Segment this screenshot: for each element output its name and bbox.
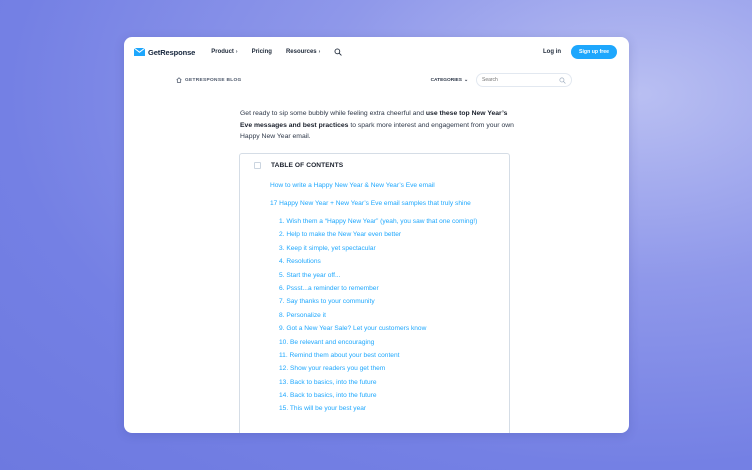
toc-sub-link[interactable]: 1. Wish them a “Happy New Year” (yeah, you saw that one coming!) (279, 218, 478, 225)
blog-search-box (476, 73, 572, 87)
intro-text: Get ready to sip some bubbly while feeling extra cheerful and (240, 110, 426, 117)
main-menu (211, 48, 342, 56)
toc-sub-link[interactable]: 10. Be relevant and encouraging (279, 338, 375, 346)
categories-label: CATEGORIES (430, 77, 462, 83)
toc-sub-link[interactable]: 14. Back to basics, into the future (279, 392, 377, 400)
intro-bold-text: use these top New Year’s Eve messages and best practices (240, 110, 508, 129)
nav-item-label: Resources (285, 49, 317, 55)
nav-item-pricing[interactable] (252, 49, 272, 55)
getresponse-logo[interactable] (134, 48, 195, 57)
toc-sub-link[interactable]: 7. Say thanks to your community (279, 298, 375, 306)
toc-sublist-container (270, 216, 505, 414)
nav-actions (543, 45, 617, 59)
nav-item-product[interactable] (211, 49, 237, 55)
toc-sub-link[interactable]: 2. Help to make the New Year even better (279, 231, 402, 239)
toc-link[interactable]: How to write a Happy New Year & New Year’s Eve email (270, 182, 435, 189)
blog-search-input[interactable] (482, 77, 559, 83)
search-icon[interactable] (334, 48, 342, 56)
logo-text: GetResponse (148, 47, 196, 57)
toc-sublist (270, 216, 505, 414)
chevron-right-icon: › (318, 49, 321, 55)
toc-sub-link[interactable]: 9. Got a New Year Sale? Let your customers know (279, 325, 427, 333)
signup-button[interactable]: Sign up free (571, 45, 617, 59)
article-intro (240, 108, 515, 143)
toc-header (254, 162, 343, 169)
home-icon[interactable] (176, 77, 182, 83)
toc-title: TABLE OF CONTENTS (271, 162, 344, 169)
toc-sub-link[interactable]: 13. Back to basics, into the future (279, 378, 377, 386)
categories-dropdown[interactable] (431, 78, 468, 83)
login-link[interactable]: Log in (543, 49, 562, 55)
intro-text: to spark more interest and engagement from your own Happy New Year email. (240, 121, 514, 140)
chevron-right-icon: › (235, 49, 238, 55)
toc-sub-link[interactable]: 4. Resolutions (279, 258, 321, 266)
toc-sub-link[interactable]: 6. Pssst...a reminder to remember (279, 284, 379, 292)
toc-toggle-checkbox[interactable] (254, 162, 261, 169)
nav-item-label: Product (211, 49, 234, 55)
toc-sub-link[interactable]: 12. Show your readers you get them (279, 365, 386, 373)
toc-sub-link[interactable]: 15. This will be your best year (279, 405, 367, 413)
blog-home-link[interactable]: GETRESPONSE BLOG (185, 77, 242, 83)
toc-sub-link[interactable]: 3. Keep it simple, yet spectacular (279, 244, 376, 252)
blog-subnav (176, 73, 572, 87)
toc-sub-link[interactable]: 8. Personalize it (279, 311, 326, 319)
toc-sub-link[interactable]: 5. Start the year off... (279, 271, 341, 279)
table-of-contents (239, 153, 510, 433)
toc-list (270, 181, 505, 417)
chevron-down-icon: ⌄ (463, 77, 468, 83)
toc-link[interactable]: 17 Happy New Year + New Year’s Eve email samples that truly shine (270, 200, 471, 207)
top-navigation (124, 37, 629, 67)
toc-sub-link[interactable]: 11. Remind them about your best content (279, 351, 400, 359)
envelope-logo-icon (134, 48, 145, 56)
browser-page (124, 37, 629, 433)
search-icon[interactable] (559, 77, 566, 84)
nav-item-label: Pricing (251, 49, 272, 55)
nav-item-resources[interactable] (286, 49, 320, 55)
